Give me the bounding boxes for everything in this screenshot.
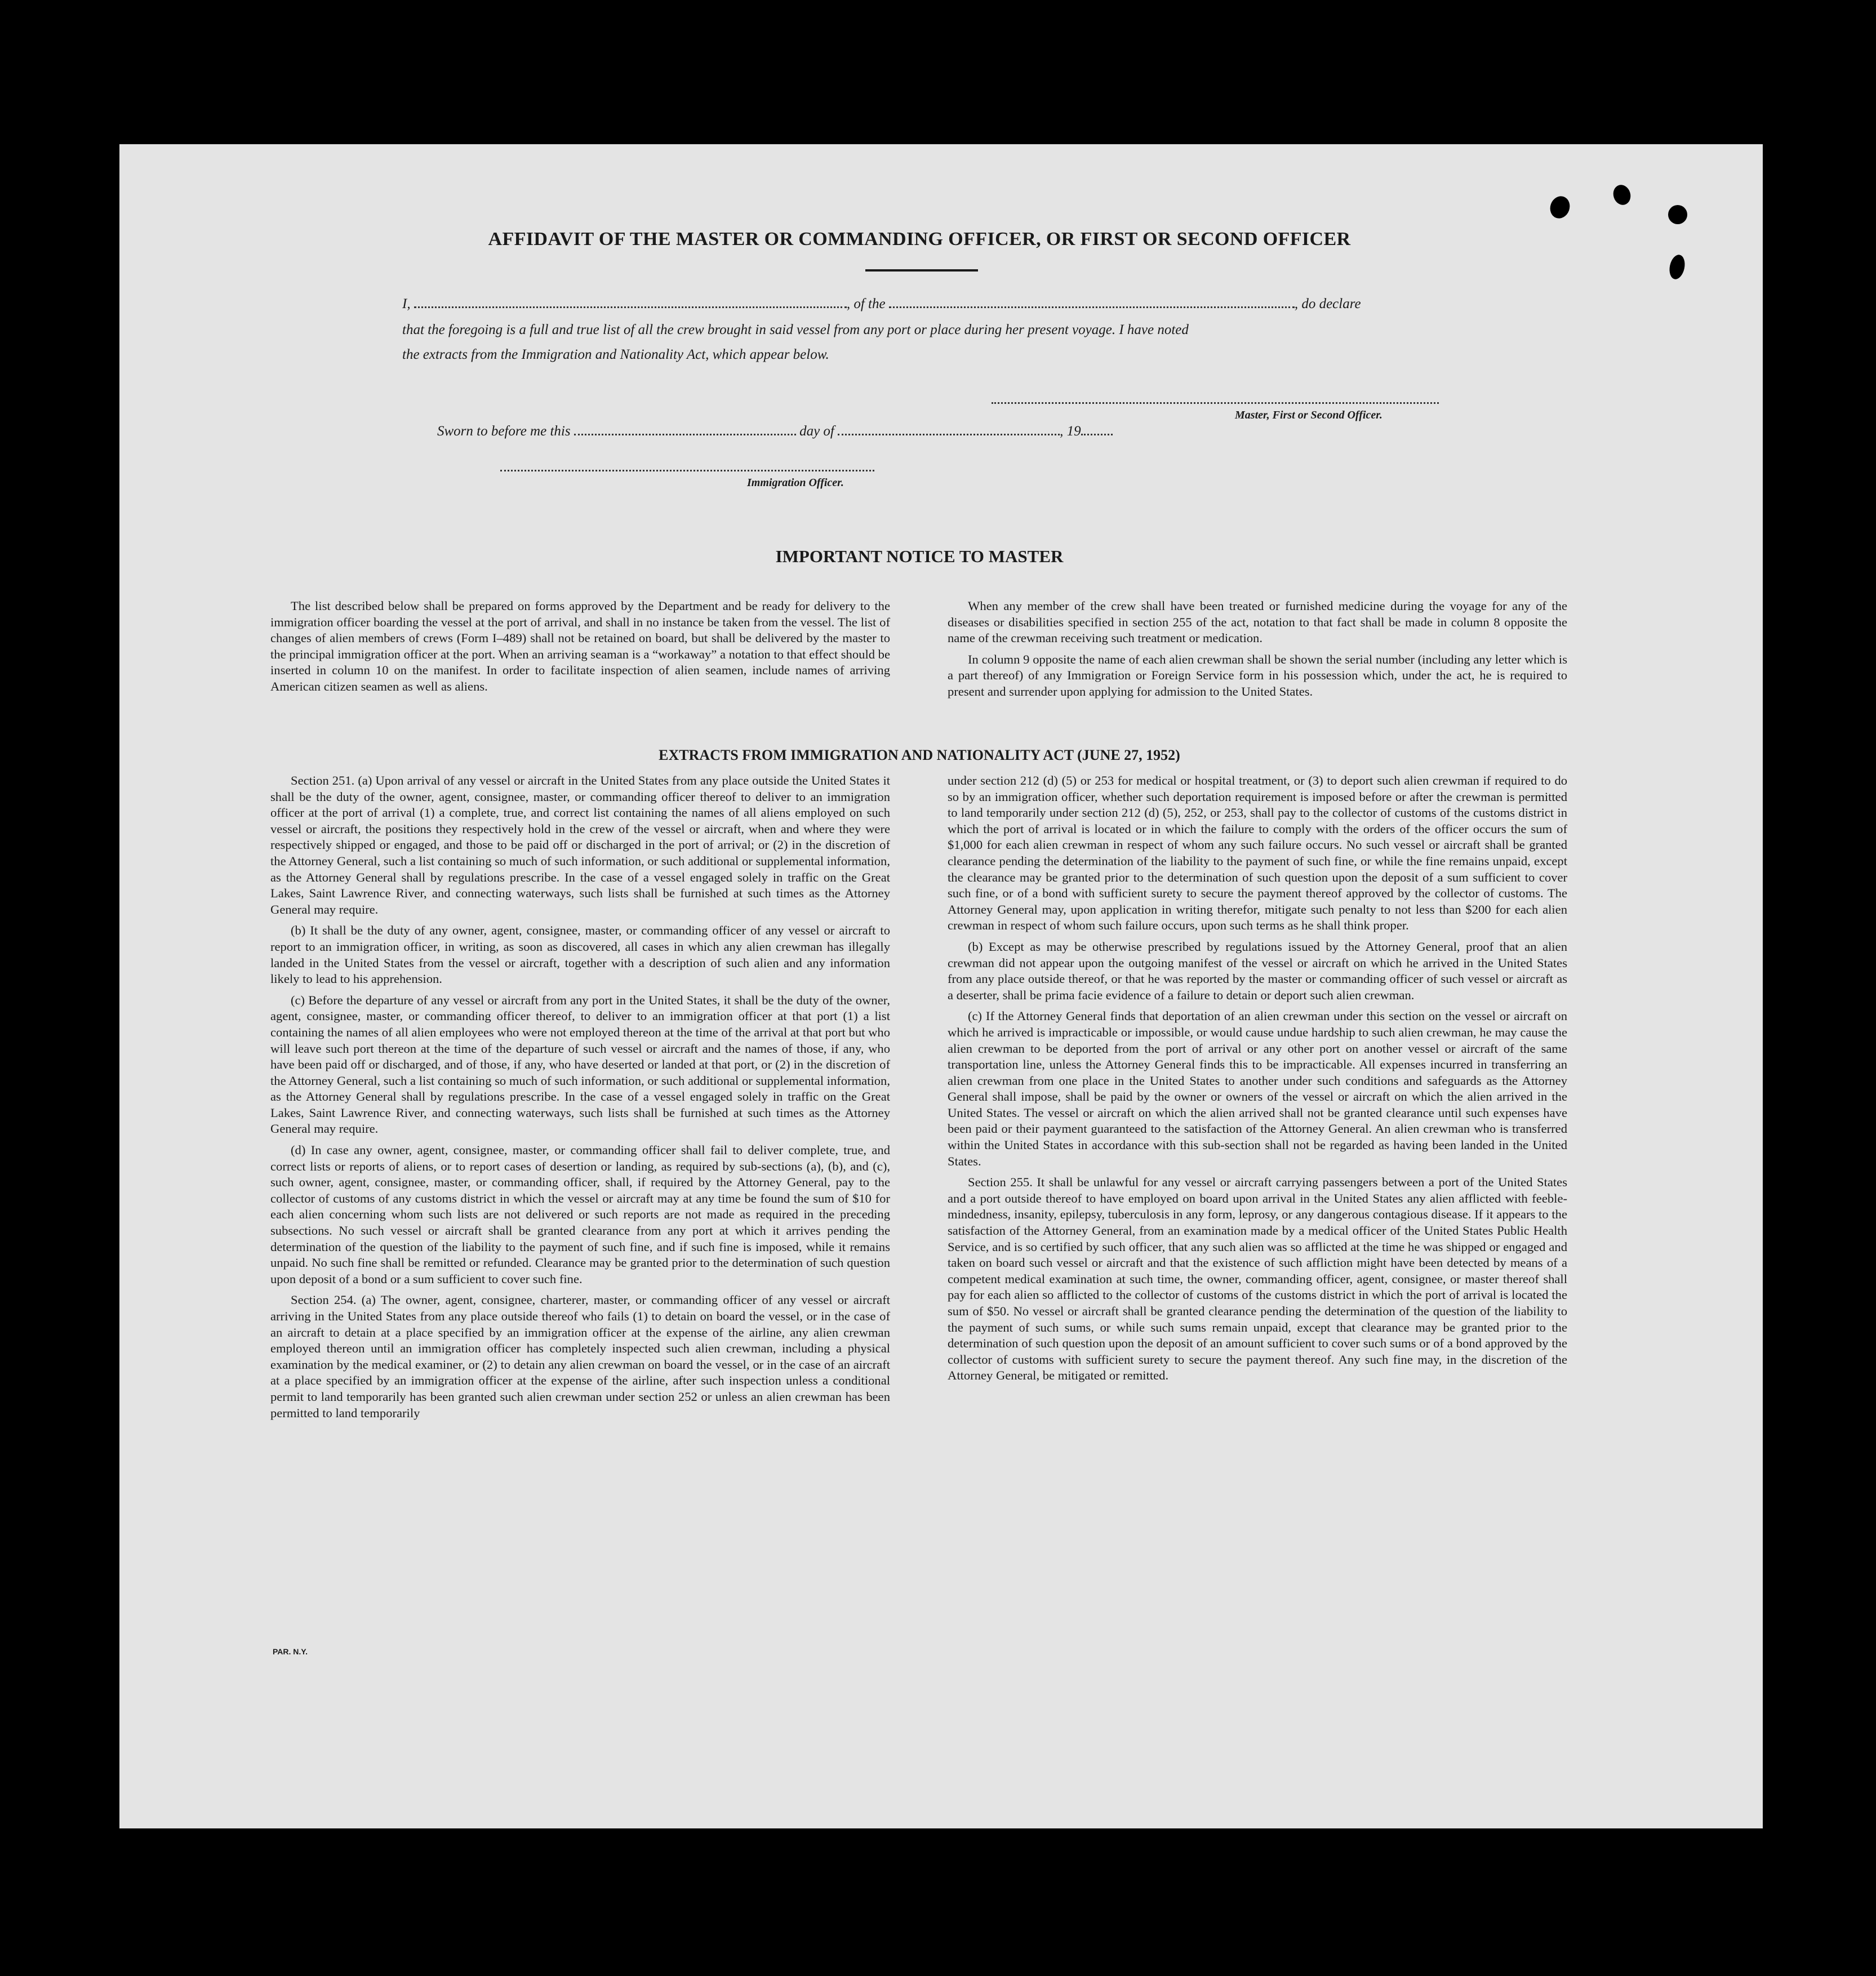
notice-paragraph: In column 9 opposite the name of each alien crewman shall be shown the serial number (including any letter which is a part thereof) of any Immigration or Foreign Service form in his possession which, under the act, he is required to present and surrender upon applying for admission to the United States. [948,652,1567,698]
day-of-label: day of [799,424,834,439]
immigration-officer-label: Immigration Officer. [747,477,844,489]
master-signature-line[interactable] [992,402,1439,404]
declaration-line-3: the extracts from the Immigration and Nationality Act, which appear below. [402,347,829,362]
affidavit-title: AFFIDAVIT OF THE MASTER OR COMMANDING OFFICER, OR FIRST OR SECOND OFFICER [488,229,1351,250]
declaration-line-1 [402,296,1361,312]
punch-hole [1547,193,1573,221]
act-paragraph: Section 255. It shall be unlawful for any vessel or aircraft carrying passengers between a port of the United States and a port outside thereof to have employed on board upon arrival in the United States any alien afflicted with feeble-mindedness, insanity, epilepsy, tuberculosis in any form, leprosy, or any dangerous contagious disease. If it appears to the satisfaction of the Attorney General, from an examination made by a medical officer of the United States Public Health Service, and is so certified by such officer, that any such alien was so afflicted at the time he was shipped or engaged and taken on board such vessel or aircraft and that the existence of such affliction might have been detected by means of a competent medical examination at such time, the owner, commanding officer, agent, consignee, or master thereof shall pay for each alien so afflicted to the collector of customs of the customs district in which the port of arrival is located the sum of $50. No vessel or aircraft shall be granted clearance pending the determination of the question of the liability to the payment of such sums, or while such sums remain unpaid, except that clearance may be granted prior to the determination of such question upon the deposit of an amount sufficient to cover such sums or of a bond approved by the collector of customs with sufficient surety to secure the payment thereof. Any such fine may, in the discretion of the Attorney General, be mitigated or remitted. [948,1175,1567,1383]
document-page [119,144,1763,1828]
master-signature-label: Master, First or Second Officer. [1235,409,1382,421]
sworn-label: Sworn to before me this [437,424,571,439]
declaration-line-2: that the foregoing is a full and true list of all the crew brought in said vessel from any port or place during her present voyage. I have noted [402,322,1189,337]
print-code: PAR. N.Y. [273,1647,308,1656]
of-the-label: , of the [846,296,886,311]
do-declare-label: , do declare [1294,296,1361,311]
extracts-left-column [270,773,890,1426]
act-paragraph: under section 212 (d) (5) or 253 for medical or hospital treatment, or (3) to deport such alien crewman if required to do so by an immigration officer, whether such deportation requirement is imposed before or after the crewman is permitted to land temporarily under section 212 (d) (5), 252, or 253, shall pay to the collector of customs of the customs district in which the port of arrival is located or in which the failure to comply with the orders of the officer occurs the sum of $1,000 for each alien crewman in respect of whom any such failure occurs. No such vessel or aircraft shall be granted clearance pending the determination of the liability to the payment of such fine, or while the fine remains unpaid, except the clearance may be granted prior to the determination of such question upon the deposit of a sum sufficient to cover such fine, or of a bond with sufficient surety to secure the payment thereof approved by the collector of customs. The Attorney General may, upon application in writing therefor, mitigate such penalty to not less than $200 for each alien crewman in respect of whom such failure occurs, upon such terms as he shall think proper. [948,773,1567,933]
punch-hole [1611,183,1633,207]
sworn-day-fill-line[interactable] [574,431,796,435]
notice-left-column [270,598,890,700]
i-label: I, [402,296,411,311]
year-fill-line[interactable] [1081,431,1113,435]
name-fill-line[interactable] [414,304,847,308]
punch-hole [1668,253,1687,281]
notice-paragraph: The list described below shall be prepared on forms approved by the Department and be ready for delivery to the immigration officer boarding the vessel at the port of arrival, and shall in no instance be taken from the vessel. The list of changes of alien members of crews (Form I–489) shall not be retained on board, but shall be delivered by the master to the principal immigration officer at the port. When an arriving seaman is a “workaway” a notation to that effect should be inserted in column 10 on the manifest. In order to facilitate inspection of alien seamen, include names of arriving American citizen seamen as well as aliens. [270,599,890,693]
act-paragraph: (c) Before the departure of any vessel or aircraft from any port in the United States, it shall be the duty of the owner, agent, consignee, master, or commanding officer thereof, to deliver to an immigration officer at that port (1) a list containing the names of all alien employees who were not employed thereon at the time of the arrival at that port but who will leave such port thereon at the time of the departure of such vessel or aircraft and the names of those, if any, who have been paid off or discharged, and of those, if any, who have deserted or landed at that port, or (2) in the discretion of the Attorney General, such a list containing so much of such information, or such additional or supplemental information, as the Attorney General shall by regulations prescribe. In the case of a vessel engaged solely in traffic on the Great Lakes, Saint Lawrence River, and connecting waterways, such lists shall be furnished at such times as the Attorney General may require. [270,993,890,1136]
notice-title: IMPORTANT NOTICE TO MASTER [775,546,1064,566]
act-paragraph: (d) In case any owner, agent, consignee, master, or commanding officer shall fail to deliver complete, true, and correct lists or reports of aliens, or to report cases of desertion or landing, as required by sub-sections (a), (b), and (c), such owner, agent, consignee, master, or commanding officer, shall, if required by the Attorney General, pay to the collector of customs of any customs district in which the vessel or aircraft may at any time be found the sum of $10 for each alien concerning whom such lists are not delivered or such reports are not made as required in the preceding subsections. No such vessel or aircraft shall be granted clearance from any port at which it arrives pending the determination of the question of the liability to the payment of such fine, and if such fine is imposed, while it remains unpaid. No such fine shall be remitted or refunded. Clearance may be granted prior to the determination of such question upon deposit of a bond or a sum sufficient to cover such fine. [270,1143,890,1286]
extracts-right-column [948,773,1567,1389]
act-paragraph: Section 254. (a) The owner, agent, consignee, charterer, master, or commanding officer of any vessel or aircraft arriving in the United States from any place outside thereof who fails (1) to detain on board the vessel, or in the case of an aircraft to detain at a place specified by an immigration officer at the expense of the airline, any alien crewman employed thereon until an immigration officer has completely inspected such alien crewman, including a physical examination by the medical examiner, or (2) to detain any alien crewman on board the vessel, or in the case of an aircraft at a place specified by an immigration officer at the expense of the airline, after such inspection unless a conditional permit to land temporarily has been granted such alien crewman under section 252 or unless an alien crewman has been permitted to land temporarily [270,1293,890,1420]
vessel-fill-line[interactable] [889,304,1295,308]
notice-right-column [948,598,1567,705]
year-prefix: , 19 [1060,424,1081,439]
sworn-line [437,424,1113,439]
act-paragraph: (c) If the Attorney General finds that deportation of an alien crewman under this section on the vessel or aircraft on which he arrived is impracticable or impossible, or would cause undue hardship to such alien crewman, he may cause the alien crewman to be deported from the port of arrival or any other port on another vessel or aircraft of the same transportation line, unless the Attorney General finds this to be impracticable. All expenses incurred in transferring an alien crewman from one place in the United States to another under such conditions and safeguards as the Attorney General shall impose, shall be paid by the owner or owners of the vessel or aircraft on which the alien arrived in the United States. The vessel or aircraft on which the alien arrived shall not be granted clearance until such expenses have been paid or their payment guaranteed to the satisfaction of the Attorney General. An alien crewman who is transferred within the United States in accordance with this sub-section shall not be regarded as having been landed in the United States. [948,1009,1567,1168]
punch-hole [1668,205,1687,224]
immigration-officer-signature-line[interactable] [500,470,874,471]
act-paragraph: (b) Except as may be otherwise prescribed by regulations issued by the Attorney General, proof that an alien crewman did not appear upon the outgoing manifest of the vessel or aircraft on which he arrived in the United States from any place outside thereof, or that he was reported by the master or commanding officer of such vessel or aircraft as a deserter, shall be prima facie evidence of a failure to detain or deport such alien crewman. [948,939,1567,1002]
notice-paragraph: When any member of the crew shall have been treated or furnished medicine during the voyage for any of the diseases or disabilities specified in section 255 of the act, notation to that fact shall be made in column 8 opposite the name of the crewman receiving such treatment or medication. [948,599,1567,646]
extracts-title: EXTRACTS FROM IMMIGRATION AND NATIONALITY ACT (JUNE 27, 1952) [659,747,1180,763]
sworn-month-fill-line[interactable] [838,431,1060,435]
title-underline [865,269,978,272]
act-paragraph: Section 251. (a) Upon arrival of any vessel or aircraft in the United States from any place outside the United States it shall be the duty of the owner, agent, consignee, master, or commanding officer thereof to deliver to an immigration officer at the port of arrival (1) a complete, true, and correct list containing the names of all aliens employed on such vessel or aircraft, the positions they respectively hold in the crew of the vessel or aircraft, when and where they were respectively shipped or engaged, and those to be paid off or discharged in the port of arrival; or (2) in the discretion of the Attorney General, such a list containing so much of such information, or such additional or supplemental information, as the Attorney General shall by regulations prescribe. In the case of a vessel engaged solely in traffic on the Great Lakes, Saint Lawrence River, and connecting waterways, such lists shall be furnished at such times as the Attorney General may require. [270,773,890,916]
act-paragraph: (b) It shall be the duty of any owner, agent, consignee, master, or commanding officer of any vessel or aircraft to report to an immigration officer, in writing, as soon as discovered, all cases in which any alien crewman has illegally landed in the United States from the vessel or aircraft, together with a description of such alien and any information likely to lead to his apprehension. [270,923,890,986]
